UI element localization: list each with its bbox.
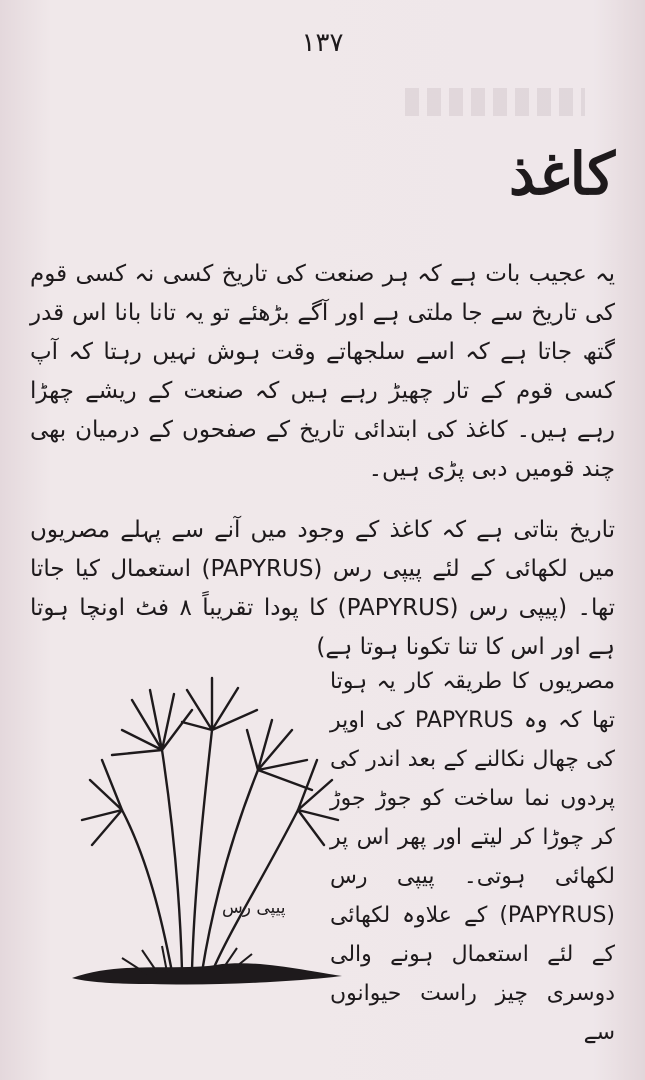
paragraph-intro: یہ عجیب بات ہے کہ ہر صنعت کی تاریخ کسی نہ کسی قوم کی تاریخ سے جا ملتی ہے اور آگے بڑھئے تو یہ تانا بانا اس قدر گتھ جاتا ہے کہ اسے سلجھاتے وقت ہوش نہیں رہتا کہ آپ کسی قوم کے تار چھیڑ رہے ہیں کہ صنعت کے ریشے چھڑا رہے ہیں۔ کاغذ کی ابتدائی تاریخ کے صفحوں کے درمیان بھی چند قومیں دبی پڑی ہیں۔ bbox=[30, 261, 615, 482]
paragraph-method: مصریوں کا طریقہ کار یہ ہوتا تھا کہ وہ PAPYRUS کی اوپر کی چھال نکالنے کے بعد اندر کی پردوں نما ساخت کو جوڑ جوڑ کر چوڑا کر لیتے اور پھر اس پر لکھائی ہوتی۔ پیپی رس (PAPYRUS) کے علاوہ لکھائی کے لئے استعمال ہونے والی دوسری چیز راست حیوانوں سے bbox=[330, 669, 615, 1045]
illustration-caption: پیپی رس bbox=[222, 898, 286, 918]
papyrus-plant-illustration bbox=[62, 660, 352, 990]
show-through-text bbox=[405, 88, 585, 116]
paragraph-history: تاریخ بتاتی ہے کہ کاغذ کے وجود میں آنے سے پہلے مصریوں میں لکھائی کے لئے پیپی رس (PAPYRUS) استعمال کیا جاتا تھا۔ (پیپی رس (PAPYRUS) کا پودا تقریباً ۸ فٹ اونچا ہوتا ہے اور اس کا تنا تکونا ہوتا ہے) bbox=[30, 517, 615, 660]
page-number: ۱۳۷ bbox=[301, 28, 344, 58]
chapter-title: کاغذ bbox=[508, 140, 615, 208]
